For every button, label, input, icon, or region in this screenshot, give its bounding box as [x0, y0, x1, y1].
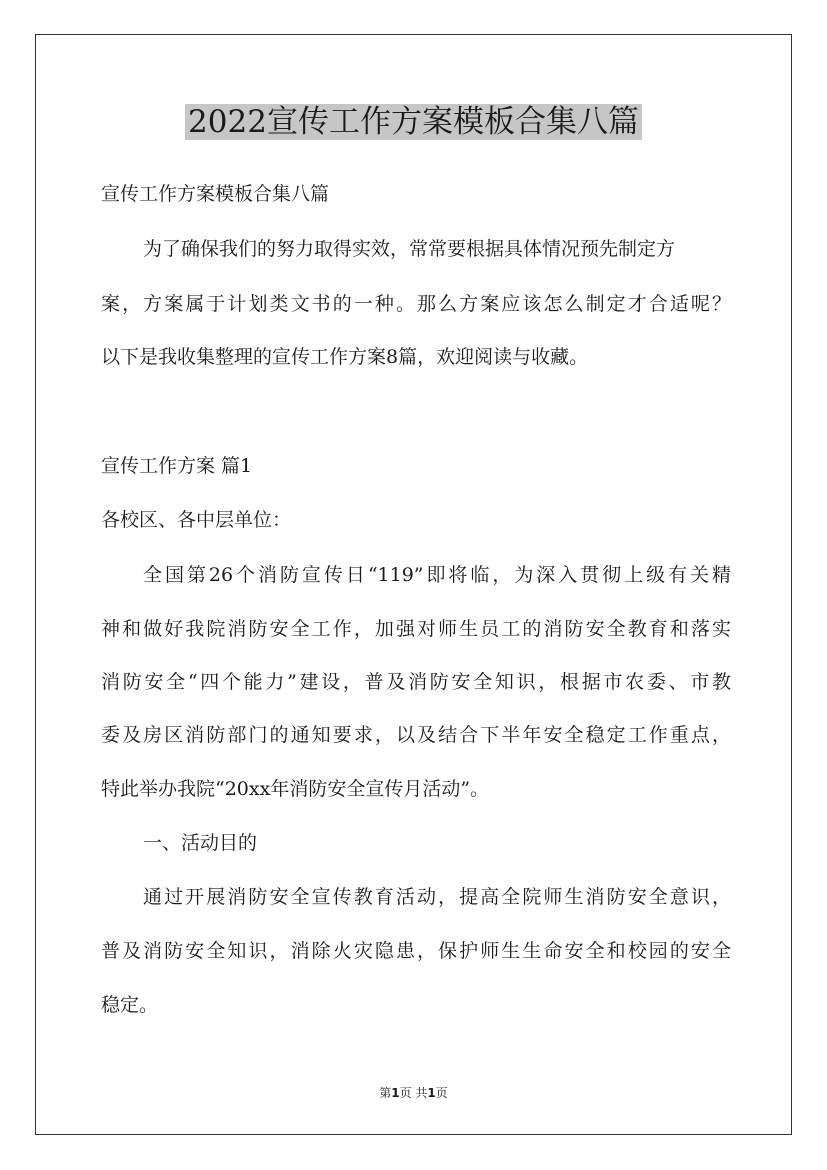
purpose-line: 普及消防安全知识，消除火灾隐患，保护师生生命安全和校园的安全: [101, 940, 731, 962]
section-heading: 宣传工作方案 篇1: [101, 455, 253, 477]
footer-page-total: 1: [427, 1086, 436, 1100]
intro-line: 为了确保我们的努力取得实效，常常要根据具体情况预先制定方: [143, 238, 676, 260]
item-heading: 一、活动目的: [143, 832, 258, 854]
footer-page-current: 1: [391, 1086, 400, 1100]
intro-line: 以下是我收集整理的宣传工作方案8篇，欢迎阅读与收藏。: [101, 346, 589, 368]
body-line: 全国第26个消防宣传日“119”即将临，为深入贯彻上级有关精: [143, 564, 731, 586]
body-line: 消防安全“四个能力”建设，普及消防安全知识，根据市农委、市教: [101, 671, 731, 693]
body-line: 特此举办我院“20xx年消防安全宣传月活动”。: [101, 778, 490, 800]
salutation: 各校区、各中层单位：: [101, 509, 292, 531]
footer-page-prefix: 第: [379, 1086, 392, 1100]
body-line: 神和做好我院消防安全工作，加强对师生员工的消防安全教育和落实: [101, 618, 731, 640]
purpose-line: 通过开展消防安全宣传教育活动，提高全院师生消防安全意识，: [143, 886, 731, 908]
purpose-line: 稳定。: [101, 994, 159, 1016]
body-line: 委及房区消防部门的通知要求，以及结合下半年安全稳定工作重点，: [101, 724, 731, 746]
footer-page-suffix: 页: [435, 1086, 448, 1100]
document-title-text: 2022宣传工作方案模板合集八篇: [185, 104, 642, 140]
page-number-footer: [0, 1085, 827, 1101]
document-title: [0, 100, 827, 144]
document-subtitle: 宣传工作方案模板合集八篇: [101, 183, 330, 205]
intro-line: 案，方案属于计划类文书的一种。那么方案应该怎么制定才合适呢？: [101, 293, 731, 315]
footer-page-mid: 页 共: [399, 1086, 428, 1100]
